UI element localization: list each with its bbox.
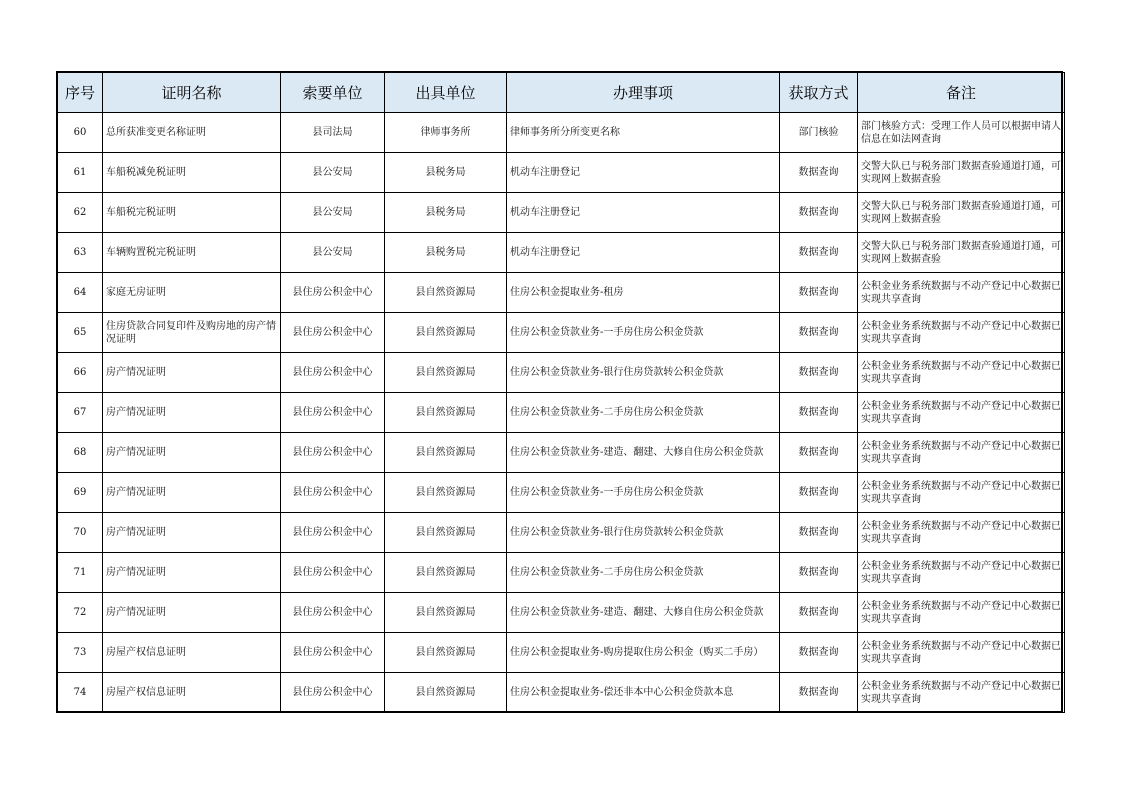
cell-matter: 住房公积金贷款业务-二手房住房公积金贷款 [507,393,780,433]
cell-serial-number: 67 [58,393,103,433]
cell-requesting-unit: 县住房公积金中心 [281,673,385,713]
table-row [58,433,1065,473]
cell-certificate-name: 房屋产权信息证明 [103,633,281,673]
cell-requesting-unit: 县住房公积金中心 [281,633,385,673]
cell-serial-number: 69 [58,473,103,513]
cell-issuing-unit: 县税务局 [385,193,507,233]
cell-serial-number: 63 [58,233,103,273]
cell-matter: 住房公积金贷款业务-一手房住房公积金贷款 [507,473,780,513]
cell-issuing-unit: 县自然资源局 [385,353,507,393]
cell-requesting-unit: 县住房公积金中心 [281,273,385,313]
cell-certificate-name: 房产情况证明 [103,593,281,633]
cell-requesting-unit: 县公安局 [281,193,385,233]
cell-remarks: 公积金业务系统数据与不动产登记中心数据已实现共享查询 [858,273,1065,313]
cell-certificate-name: 房屋产权信息证明 [103,673,281,713]
cell-serial-number: 72 [58,593,103,633]
cell-acquisition-method: 数据查询 [780,473,858,513]
cell-serial-number: 61 [58,153,103,193]
cell-serial-number: 66 [58,353,103,393]
cell-matter: 住房公积金提取业务-偿还非本中心公积金贷款本息 [507,673,780,713]
certificate-table-container [57,72,1064,713]
cell-matter: 住房公积金贷款业务-二手房住房公积金贷款 [507,553,780,593]
cell-certificate-name: 家庭无房证明 [103,273,281,313]
cell-acquisition-method: 数据查询 [780,233,858,273]
cell-acquisition-method: 数据查询 [780,593,858,633]
cell-remarks: 公积金业务系统数据与不动产登记中心数据已实现共享查询 [858,553,1065,593]
cell-certificate-name: 住房贷款合同复印件及购房地的房产情况证明 [103,313,281,353]
cell-issuing-unit: 县税务局 [385,153,507,193]
cell-matter: 住房公积金贷款业务-一手房住房公积金贷款 [507,313,780,353]
header-serial-number: 序号 [58,73,103,113]
cell-remarks: 公积金业务系统数据与不动产登记中心数据已实现共享查询 [858,393,1065,433]
cell-certificate-name: 车船税完税证明 [103,193,281,233]
cell-requesting-unit: 县住房公积金中心 [281,553,385,593]
table-row [58,393,1065,433]
table-row [58,273,1065,313]
cell-remarks: 公积金业务系统数据与不动产登记中心数据已实现共享查询 [858,473,1065,513]
cell-remarks: 部门核验方式：受理工作人员可以根据申请人信息在如法网查询 [858,113,1065,153]
header-matter: 办理事项 [507,73,780,113]
cell-issuing-unit: 县自然资源局 [385,473,507,513]
cell-acquisition-method: 数据查询 [780,353,858,393]
table-row [58,473,1065,513]
cell-issuing-unit: 县自然资源局 [385,273,507,313]
cell-certificate-name: 总所获准变更名称证明 [103,113,281,153]
certificate-table [57,72,1065,713]
cell-requesting-unit: 县住房公积金中心 [281,393,385,433]
cell-issuing-unit: 县自然资源局 [385,393,507,433]
cell-matter: 律师事务所分所变更名称 [507,113,780,153]
table-row [58,593,1065,633]
cell-requesting-unit: 县住房公积金中心 [281,473,385,513]
table-row [58,153,1065,193]
cell-requesting-unit: 县公安局 [281,233,385,273]
cell-acquisition-method: 数据查询 [780,553,858,593]
cell-requesting-unit: 县住房公积金中心 [281,313,385,353]
cell-matter: 住房公积金提取业务-购房提取住房公积金（购买二手房） [507,633,780,673]
cell-remarks: 公积金业务系统数据与不动产登记中心数据已实现共享查询 [858,513,1065,553]
cell-acquisition-method: 数据查询 [780,513,858,553]
cell-matter: 住房公积金贷款业务-银行住房贷款转公积金贷款 [507,353,780,393]
cell-remarks: 公积金业务系统数据与不动产登记中心数据已实现共享查询 [858,313,1065,353]
cell-issuing-unit: 律师事务所 [385,113,507,153]
cell-serial-number: 64 [58,273,103,313]
table-row [58,193,1065,233]
header-remarks: 备注 [858,73,1065,113]
cell-requesting-unit: 县公安局 [281,153,385,193]
cell-remarks: 交警大队已与税务部门数据查验通道打通，可实现网上数据查验 [858,233,1065,273]
cell-issuing-unit: 县自然资源局 [385,593,507,633]
cell-acquisition-method: 数据查询 [780,193,858,233]
cell-issuing-unit: 县自然资源局 [385,633,507,673]
cell-serial-number: 65 [58,313,103,353]
cell-matter: 住房公积金贷款业务-建造、翻建、大修自住房公积金贷款 [507,593,780,633]
cell-requesting-unit: 县住房公积金中心 [281,353,385,393]
cell-issuing-unit: 县自然资源局 [385,433,507,473]
header-issuing-unit: 出具单位 [385,73,507,113]
cell-acquisition-method: 数据查询 [780,673,858,713]
cell-remarks: 公积金业务系统数据与不动产登记中心数据已实现共享查询 [858,673,1065,713]
cell-acquisition-method: 数据查询 [780,433,858,473]
cell-remarks: 公积金业务系统数据与不动产登记中心数据已实现共享查询 [858,353,1065,393]
cell-matter: 机动车注册登记 [507,233,780,273]
header-certificate-name: 证明名称 [103,73,281,113]
cell-issuing-unit: 县自然资源局 [385,553,507,593]
cell-acquisition-method: 数据查询 [780,313,858,353]
cell-issuing-unit: 县自然资源局 [385,313,507,353]
cell-issuing-unit: 县自然资源局 [385,513,507,553]
cell-serial-number: 70 [58,513,103,553]
cell-matter: 机动车注册登记 [507,153,780,193]
cell-certificate-name: 房产情况证明 [103,353,281,393]
cell-serial-number: 60 [58,113,103,153]
cell-matter: 住房公积金贷款业务-银行住房贷款转公积金贷款 [507,513,780,553]
cell-acquisition-method: 数据查询 [780,633,858,673]
table-row [58,113,1065,153]
cell-matter: 住房公积金贷款业务-建造、翻建、大修自住房公积金贷款 [507,433,780,473]
cell-certificate-name: 房产情况证明 [103,393,281,433]
cell-serial-number: 68 [58,433,103,473]
table-row [58,233,1065,273]
cell-remarks: 交警大队已与税务部门数据查验通道打通，可实现网上数据查验 [858,193,1065,233]
cell-issuing-unit: 县税务局 [385,233,507,273]
cell-requesting-unit: 县司法局 [281,113,385,153]
cell-issuing-unit: 县自然资源局 [385,673,507,713]
table-header-row [58,73,1065,113]
cell-certificate-name: 房产情况证明 [103,553,281,593]
cell-remarks: 公积金业务系统数据与不动产登记中心数据已实现共享查询 [858,593,1065,633]
cell-requesting-unit: 县住房公积金中心 [281,593,385,633]
cell-requesting-unit: 县住房公积金中心 [281,513,385,553]
cell-certificate-name: 房产情况证明 [103,473,281,513]
table-row [58,673,1065,713]
cell-remarks: 公积金业务系统数据与不动产登记中心数据已实现共享查询 [858,433,1065,473]
table-row [58,553,1065,593]
table-row [58,633,1065,673]
table-row [58,353,1065,393]
cell-matter: 住房公积金提取业务-租房 [507,273,780,313]
cell-remarks: 交警大队已与税务部门数据查验通道打通，可实现网上数据查验 [858,153,1065,193]
table-body [58,113,1065,713]
cell-acquisition-method: 部门核验 [780,113,858,153]
cell-serial-number: 74 [58,673,103,713]
cell-acquisition-method: 数据查询 [780,273,858,313]
cell-serial-number: 71 [58,553,103,593]
cell-matter: 机动车注册登记 [507,193,780,233]
cell-certificate-name: 房产情况证明 [103,433,281,473]
cell-remarks: 公积金业务系统数据与不动产登记中心数据已实现共享查询 [858,633,1065,673]
header-acquisition-method: 获取方式 [780,73,858,113]
cell-serial-number: 73 [58,633,103,673]
table-row [58,513,1065,553]
cell-acquisition-method: 数据查询 [780,153,858,193]
cell-acquisition-method: 数据查询 [780,393,858,433]
cell-requesting-unit: 县住房公积金中心 [281,433,385,473]
cell-certificate-name: 车船税减免税证明 [103,153,281,193]
cell-certificate-name: 房产情况证明 [103,513,281,553]
header-requesting-unit: 索要单位 [281,73,385,113]
cell-certificate-name: 车辆购置税完税证明 [103,233,281,273]
cell-serial-number: 62 [58,193,103,233]
table-row [58,313,1065,353]
